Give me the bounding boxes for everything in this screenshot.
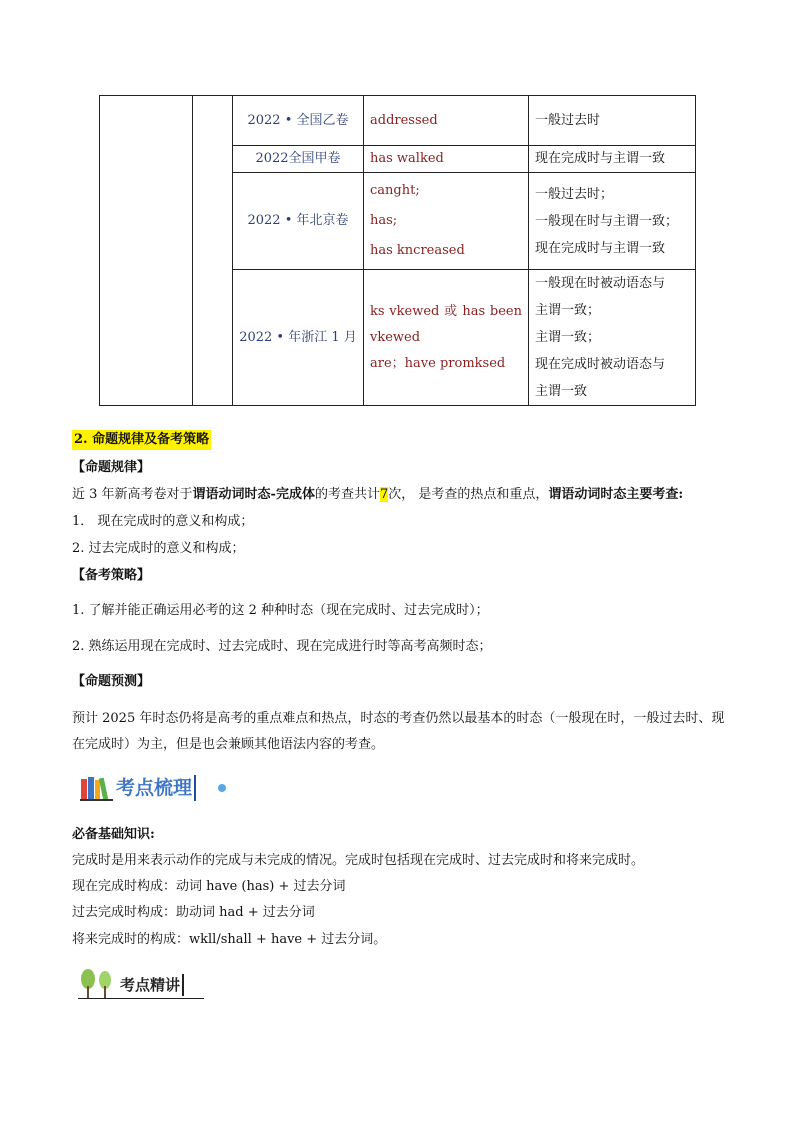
blank-cell-1 xyxy=(100,96,193,406)
strategy-item: 1. 了解并能正确运用必考的这 2 种种时态（现在完成时、过去完成时）； xyxy=(72,603,489,618)
source-cell: 2022 • 全国乙卷 xyxy=(233,96,364,146)
section-title: 2. 命题规律及备考策略 xyxy=(72,430,211,450)
strategy-item: 2. 熟练运用现在完成时、过去完成时、现在完成进行时等高考高频时态； xyxy=(72,639,492,654)
blank-cell-2 xyxy=(193,96,233,406)
rule-heading: 【命题规律】 xyxy=(72,460,151,475)
divider xyxy=(78,998,204,999)
tense-table xyxy=(99,95,696,406)
books-icon xyxy=(80,775,114,801)
source-cell: 2022全国甲卷 xyxy=(233,146,364,173)
grammar-cell: 现在完成时与主谓一致 xyxy=(529,146,696,173)
knowledge-line: 将来完成时的构成：wkll/shall + have + 过去分词。 xyxy=(72,932,387,947)
banner-title: 考点精讲 xyxy=(120,974,184,996)
tree-icon xyxy=(78,968,118,1000)
section-banner-review xyxy=(80,773,240,803)
rule-item: 1． 现在完成时的意义和构成； xyxy=(72,514,254,529)
knowledge-line: 完成时是用来表示动作的完成与未完成的情况。完成时包括现在完成时、过去完成时和将来完成时。 xyxy=(72,853,645,868)
knowledge-line: 过去完成时构成：助动词 had + 过去分词 xyxy=(72,905,315,920)
source-cell: 2022 • 年北京卷 xyxy=(233,173,364,270)
example-cell: canght; has; has kncreased xyxy=(364,173,529,270)
example-cell: ks vkewed 或 has been vkewed are；have promksed xyxy=(364,270,529,406)
banner-title: 考点梳理 xyxy=(116,775,196,801)
example-cell: addressed xyxy=(364,96,529,146)
grammar-cell: 一般过去时； 一般现在时与主谓一致； 现在完成时与主谓一致 xyxy=(529,173,696,270)
example-cell: has walked xyxy=(364,146,529,173)
rule-text: 近 3 年新高考卷对于谓语动词时态-完成体的考查共计7次， 是考查的热点和重点，谓语动词时态主要考查: xyxy=(72,487,684,502)
rule-item: 2. 过去完成时的意义和构成； xyxy=(72,541,245,556)
predict-text: 预计 2025 年时态仍将是高考的重点难点和热点，时态的考查仍然以最基本的时态（一般现在时，一般过去时、现在完成时）为主，但是也会兼顾其他语法内容的考查。 xyxy=(72,711,725,752)
strategy-heading: 【备考策略】 xyxy=(72,568,151,583)
grammar-cell: 一般过去时 xyxy=(529,96,696,146)
knowledge-line: 现在完成时构成：动词 have (has) + 过去分词 xyxy=(72,879,346,894)
predict-heading: 【命题预测】 xyxy=(72,674,151,689)
grammar-cell: 一般现在时被动语态与 主谓一致； 主谓一致； 现在完成时被动语态与 主谓一致 xyxy=(529,270,696,406)
source-cell: 2022 • 年浙江 1 月 xyxy=(233,270,364,406)
knowledge-heading: 必备基础知识: xyxy=(72,827,155,842)
dot-icon xyxy=(218,784,226,792)
section-banner-explain xyxy=(78,968,208,1002)
